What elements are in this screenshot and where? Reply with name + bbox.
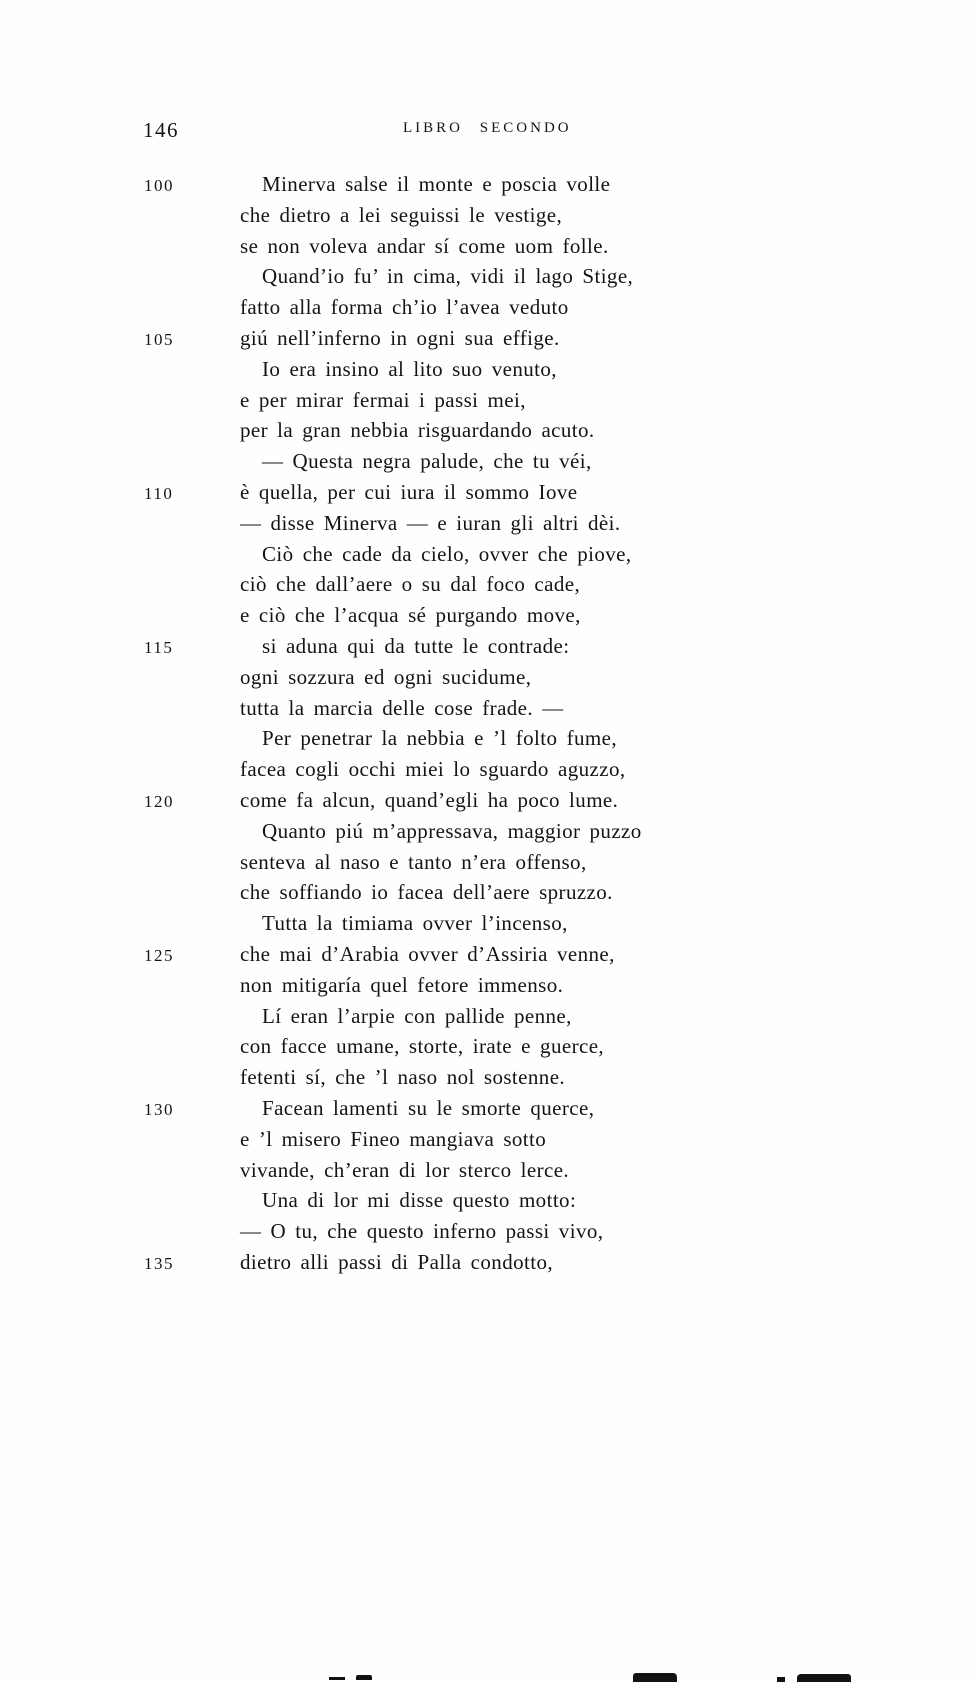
verse-text: fatto alla forma ch’io l’avea veduto (240, 295, 569, 320)
verse-text: — disse Minerva — e iuran gli altri dèi. (240, 510, 621, 535)
verse-line (0, 693, 978, 724)
verse-text: Ciò che cade da cielo, ovver che piove, (262, 541, 632, 566)
verse-line (0, 292, 978, 323)
verse-line (0, 600, 978, 631)
verse-line (0, 446, 978, 477)
verse-text: fetenti sí, che ’l naso nol sostenne. (240, 1065, 566, 1090)
verse-line (0, 539, 978, 570)
verse-line (0, 200, 978, 231)
verse-line (0, 877, 978, 908)
verse-line (0, 847, 978, 878)
scan-artifact (329, 1677, 345, 1680)
verse-text: Lí eran l’arpie con pallide penne, (262, 1003, 572, 1028)
verse-line (0, 1216, 978, 1247)
verse-text: se non voleva andar sí come uom folle. (240, 233, 609, 258)
verse-line (0, 354, 978, 385)
verse-number: 135 (144, 1253, 174, 1273)
verse-text: Io era insino al lito suo venuto, (262, 356, 557, 381)
verse-line (0, 169, 978, 200)
verse-text: e per mirar fermai i passi mei, (240, 387, 526, 412)
verse-text: Tutta la timiama ovver l’incenso, (262, 911, 568, 936)
verse-line (0, 1124, 978, 1155)
verse-line (0, 1031, 978, 1062)
running-header-title: LIBRO SECONDO (403, 120, 572, 136)
verse-line (0, 323, 978, 354)
verse-text: ciò che dall’aere o su dal foco cade, (240, 572, 581, 597)
verse-line (0, 939, 978, 970)
scan-artifact (633, 1673, 677, 1682)
verse-line (0, 477, 978, 508)
verse-text: come fa alcun, quand’egli ha poco lume. (240, 787, 619, 812)
verse-text: ogni sozzura ed ogni sucidume, (240, 664, 532, 689)
verse-text: con facce umane, storte, irate e guerce, (240, 1034, 605, 1059)
scan-artifact (777, 1677, 785, 1682)
verse-number: 120 (144, 791, 174, 811)
verse-text: che soffiando io facea dell’aere spruzzo. (240, 880, 613, 905)
scan-artifact (356, 1675, 372, 1680)
verse-line (0, 385, 978, 416)
verse-text: giú nell’inferno in ogni sua effige. (240, 325, 560, 350)
verse-text: che mai d’Arabia ovver d’Assiria venne, (240, 941, 615, 966)
verse-line (0, 754, 978, 785)
verse-text: senteva al naso e tanto n’era offenso, (240, 849, 587, 874)
verse-line (0, 1093, 978, 1124)
verse-line (0, 569, 978, 600)
verse-line (0, 970, 978, 1001)
verse-number: 115 (144, 637, 174, 657)
running-head (0, 0, 978, 142)
verse-text: non mitigaría quel fetore immenso. (240, 972, 564, 997)
verse-text: e ciò che l’acqua sé purgando move, (240, 603, 581, 628)
verse-line (0, 1247, 978, 1278)
verse-line (0, 723, 978, 754)
verse-text: Minerva salse il monte e poscia volle (262, 172, 611, 196)
verse-line (0, 1155, 978, 1186)
verse-number: 100 (144, 176, 174, 195)
verse-text: — Questa negra palude, che tu véi, (262, 449, 592, 474)
poem (0, 169, 978, 1278)
verse-line (0, 816, 978, 847)
verse-text: per la gran nebbia risguardando acuto. (240, 418, 595, 443)
verse-line (0, 1001, 978, 1032)
verse-text: vivande, ch’eran di lor sterco lerce. (240, 1157, 570, 1182)
verse-line (0, 1062, 978, 1093)
verse-line (0, 662, 978, 693)
verse-text: Una di lor mi disse questo motto: (262, 1188, 577, 1213)
verse-number: 125 (144, 945, 174, 965)
page-number: 146 (143, 118, 179, 142)
verse-number: 105 (144, 329, 174, 349)
verse-line (0, 908, 978, 939)
verse-text: facea cogli occhi miei lo sguardo aguzzo, (240, 757, 626, 782)
verse-text: è quella, per cui iura il sommo Iove (240, 479, 578, 504)
verse-line (0, 231, 978, 262)
verse-line (0, 261, 978, 292)
verse-number: 130 (144, 1099, 174, 1119)
verse-text: Quanto piú m’appressava, maggior puzzo (262, 818, 642, 843)
verse-text: Facean lamenti su le smorte querce, (262, 1095, 595, 1120)
verse-text: si aduna qui da tutte le contrade: (262, 633, 570, 658)
verse-number: 110 (144, 483, 174, 503)
verse-line (0, 508, 978, 539)
verse-text: Quand’io fu’ in cima, vidi il lago Stige, (262, 264, 634, 289)
verse-text: tutta la marcia delle cose frade. — (240, 695, 564, 720)
verse-text: che dietro a lei seguissi le vestige, (240, 202, 563, 227)
verse-text: Per penetrar la nebbia e ’l folto fume, (262, 726, 617, 751)
scan-artifact (797, 1674, 851, 1682)
verse-text: — O tu, che questo inferno passi vivo, (240, 1219, 604, 1244)
verse-line (0, 415, 978, 446)
verse-line (0, 785, 978, 816)
verse-text: e ’l misero Fineo mangiava sotto (240, 1126, 547, 1151)
verse-text: dietro alli passi di Palla condotto, (240, 1249, 554, 1274)
verse-line (0, 631, 978, 662)
verse-line (0, 1185, 978, 1216)
